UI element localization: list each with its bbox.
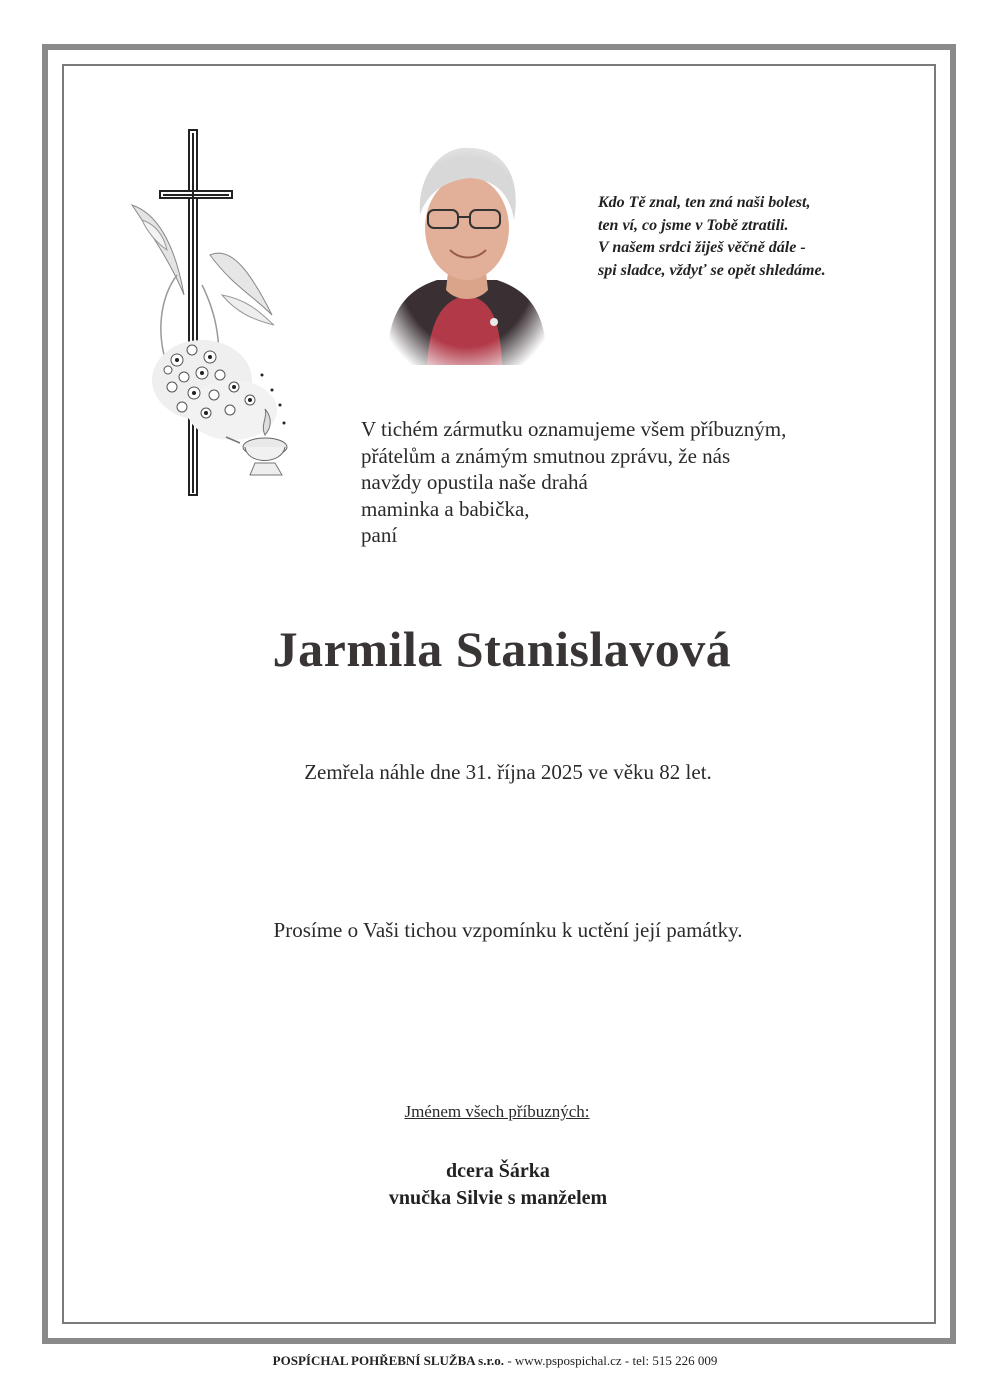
poem-line: spi sladce, vždyť se opět shledáme. <box>598 261 826 279</box>
memorial-poem <box>598 192 898 282</box>
announcement-line: V tichém zármutku oznamujeme všem příbuzným, <box>361 417 787 441</box>
poem-line: V našem srdci žiješ věčně dále - <box>598 239 806 256</box>
poem-line: Kdo Tě znal, ten zná naši bolest, <box>598 194 811 211</box>
deceased-name: Jarmila Stanislavová <box>272 621 732 677</box>
announcement-line: navždy opustila naše drahá <box>361 470 588 494</box>
announcement-line: přátelům a známým smutnou zprávu, že nás <box>361 443 731 468</box>
death-notice: Zemřela náhle dne 31. října 2025 ve věku 82 let. <box>304 760 712 784</box>
memory-request: Prosíme o Vaši tichou vzpomínku k uctění její památky. <box>273 918 743 942</box>
announcement-line: paní <box>361 523 398 547</box>
footer-contact <box>0 1353 984 1369</box>
relative-name: dcera Šárka <box>446 1160 550 1182</box>
relative-name: vnučka Silvie s manželem <box>388 1187 608 1209</box>
announcement-text <box>361 416 881 549</box>
portrait-photo <box>382 140 552 365</box>
cross-flowers-ornament-icon <box>122 125 322 505</box>
poem-line: ten ví, co jsme v Tobě ztratili. <box>598 216 789 234</box>
footer-contact-details: - www.pspospichal.cz - tel: 515 226 009 <box>504 1353 718 1368</box>
announcement-line: maminka a babička, <box>361 496 530 521</box>
funeral-company-name: POSPÍCHAL POHŘEBNÍ SLUŽBA s.r.o. <box>272 1353 505 1368</box>
on-behalf-label: Jménem všech příbuzných: <box>404 1102 590 1121</box>
